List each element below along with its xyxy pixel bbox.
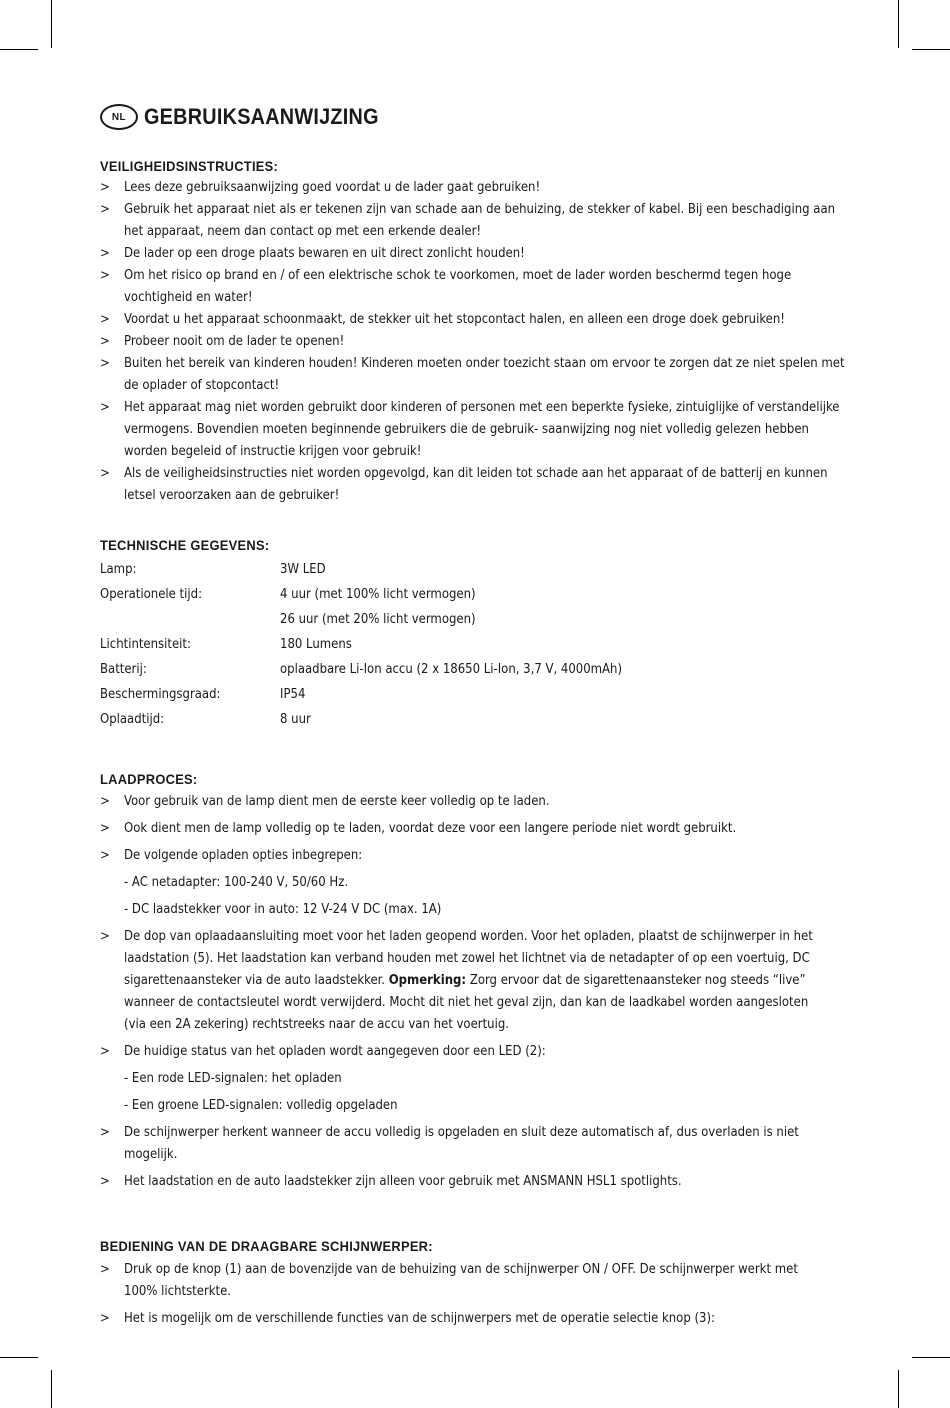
bullet-mark: >: [100, 268, 110, 283]
spec-row: Batterij: oplaadbare Li-Ion accu (2 x 18650 Li-Ion, 3,7 V, 4000mAh): [100, 661, 623, 677]
operation-section: [100, 1238, 852, 1335]
list-item: > Ook dient men de lamp volledig op te laden, voordat deze voor een langere periode niet wordt gebruikt.: [100, 818, 852, 840]
technical-heading: TECHNISCHE GEGEVENS:: [100, 537, 270, 553]
list-item: > De schijnwerper herkent wanneer de accu volledig is opgeladen en sluit deze automatisch af, dus overladen is niet mogelijk.: [100, 1122, 800, 1166]
bullet-mark: >: [100, 1125, 110, 1140]
technical-section: [100, 537, 852, 732]
bullet-mark: >: [100, 334, 110, 349]
note-label: Opmerking:: [388, 973, 467, 988]
spec-row: Lamp: 3W LED: [100, 561, 326, 577]
charging-section: [100, 771, 852, 1198]
bullet-mark: >: [100, 794, 110, 809]
bullet-mark: >: [100, 848, 110, 863]
sub-item: - DC laadstekker voor in auto: 12 V-24 V DC (max. 1A): [124, 902, 442, 917]
operation-heading: BEDIENING VAN DE DRAAGBARE SCHIJNWERPER:: [100, 1238, 433, 1254]
charging-list: [100, 791, 852, 1193]
safety-section: [100, 158, 852, 507]
list-item: > De volgende opladen opties inbegrepen:: [100, 845, 852, 867]
bullet-mark: >: [100, 202, 110, 217]
list-item: > Het apparaat mag niet worden gebruikt door kinderen of personen met een beperkte fysieke, zintuiglijke of verstandelijke vermogens. Bovendien moeten beginnende gebruikers die de gebruik- saanwijzing nog niet volledig gelezen hebben worden begeleid of instructie krijgen voor gebruik!: [100, 397, 852, 463]
bullet-mark: >: [100, 1174, 110, 1189]
bullet-mark: >: [100, 400, 110, 415]
sub-item: - Een groene LED-signalen: volledig opgeladen: [124, 1098, 398, 1113]
bullet-mark: >: [100, 1311, 110, 1326]
spec-row: Beschermingsgraad: IP54: [100, 686, 306, 702]
language-badge: NL: [100, 104, 138, 130]
list-item: > Probeer nooit om de lader te openen!: [100, 331, 852, 353]
list-item: > De lader op een droge plaats bewaren en uit direct zonlicht houden!: [100, 243, 852, 265]
spec-row: Oplaadtijd: 8 uur: [100, 711, 311, 727]
charging-heading: LAADPROCES:: [100, 771, 198, 787]
bullet-mark: >: [100, 1044, 110, 1059]
list-item: > Het is mogelijk om de verschillende functies van de schijnwerpers met de operatie selectie knop (3):: [100, 1308, 820, 1330]
list-item: > De dop van oplaadaansluiting moet voor het laden geopend worden. Voor het opladen, plaatst de schijnwerper in het laadstation (5). Het laadstation kan verband houden met zowel het lichtnet via de netadapter of op een voertuig, DC sigarettenaansteker via de auto laadstekker. Opmerking: Zorg ervoor dat de sigarettenaansteker nog steeds “live” wanneer de contactsleutel wordt verwijderd. Mocht dit niet het geval zijn, dan kan de laadkabel worden aangesloten (via een 2A zekering) rechtstreeks naar de accu van het voertuig.: [100, 926, 820, 1036]
list-item: > Gebruik het apparaat niet als er tekenen zijn van schade aan de behuizing, de stekker of kabel. Bij een beschadiging aan het apparaat, neem dan contact op met een erkende dealer!: [100, 199, 852, 243]
list-item: > Voor gebruik van de lamp dient men de eerste keer volledig op te laden.: [100, 791, 852, 813]
title-text: GEBRUIKSAANWIJZING: [144, 104, 379, 129]
bullet-mark: >: [100, 466, 110, 481]
bullet-mark: >: [100, 821, 110, 836]
safety-list: [100, 177, 852, 507]
list-item: > Voordat u het apparaat schoonmaakt, de stekker uit het stopcontact halen, en alleen een droge doek gebruiken!: [100, 309, 852, 331]
list-item: > Als de veiligheidsinstructies niet worden opgevolgd, kan dit leiden tot schade aan het apparaat of de batterij en kunnen letsel veroorzaken aan de gebruiker!: [100, 463, 852, 507]
spec-row: Lichtintensiteit: 180 Lumens: [100, 636, 352, 652]
bullet-mark: >: [100, 180, 110, 195]
bullet-mark: >: [100, 312, 110, 327]
bullet-mark: >: [100, 356, 110, 371]
sub-item: - Een rode LED-signalen: het opladen: [124, 1071, 342, 1086]
list-item: > De huidige status van het opladen wordt aangegeven door een LED (2):: [100, 1041, 820, 1063]
list-item: > Druk op de knop (1) aan de bovenzijde van de behuizing van de schijnwerper ON / OFF. De schijnwerper werkt met 100% lichtsterkte.: [100, 1259, 820, 1303]
bullet-mark: >: [100, 246, 110, 261]
list-item: > Buiten het bereik van kinderen houden! Kinderen moeten onder toezicht staan om ervoor te zorgen dat ze niet spelen met de oplader of stopcontact!: [100, 353, 852, 397]
page-title: [100, 104, 405, 130]
bullet-mark: >: [100, 1262, 110, 1277]
sub-item: - AC netadapter: 100-240 V, 50/60 Hz.: [124, 875, 349, 890]
operation-list: [100, 1259, 820, 1330]
list-item: > Om het risico op brand en / of een elektrische schok te voorkomen, moet de lader worden beschermd tegen hoge vochtigheid en water!: [100, 265, 852, 309]
safety-heading: VEILIGHEIDSINSTRUCTIES:: [100, 158, 279, 174]
list-item: > Lees deze gebruiksaanwijzing goed voordat u de lader gaat gebruiken!: [100, 177, 852, 199]
spec-row: 26 uur (met 20% licht vermogen): [280, 611, 476, 627]
spec-row: Operationele tijd: 4 uur (met 100% licht vermogen): [100, 586, 476, 602]
list-item: > Het laadstation en de auto laadstekker zijn alleen voor gebruik met ANSMANN HSL1 spotlights.: [100, 1171, 800, 1193]
spec-table: [100, 557, 852, 732]
bullet-mark: >: [100, 929, 110, 944]
